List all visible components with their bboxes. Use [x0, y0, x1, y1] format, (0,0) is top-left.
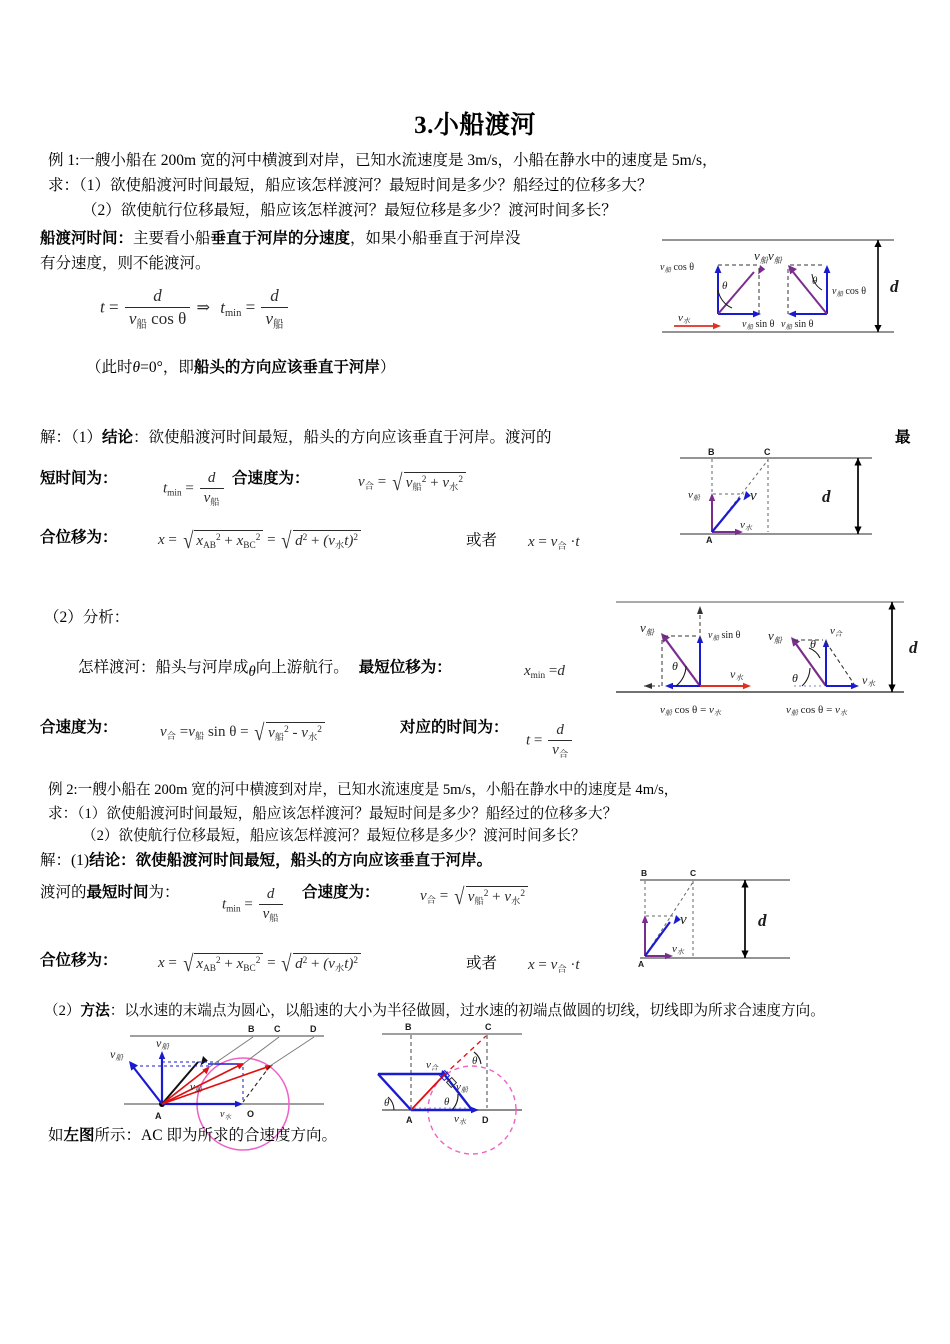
sub-boat-2: 船 — [273, 319, 284, 331]
short-time-label: 短时间为： — [40, 470, 118, 487]
f1-v: v — [203, 490, 211, 506]
f10-x2: x — [236, 956, 244, 973]
method-num: （2） — [44, 1003, 81, 1019]
f2-radbody — [404, 472, 466, 493]
f5-x: x — [524, 663, 531, 679]
how-theta: θ — [248, 664, 256, 680]
example2-solution-lead — [40, 848, 492, 873]
diagram6-D: D — [482, 1115, 489, 1125]
f8-frac — [259, 886, 283, 924]
note-a: （此时 — [86, 359, 133, 376]
concept-text-c: ，如果小船垂直于河岸没 — [350, 230, 521, 247]
f2-v2sup: 2 — [458, 475, 463, 485]
formula-xmin — [524, 663, 565, 681]
f11-x: x — [528, 957, 535, 973]
diagram6-theta-mid: θ — [444, 1096, 450, 1108]
f4-t: t — [575, 534, 580, 550]
f4-vsub: 合 — [557, 541, 567, 552]
or-label-1: 或者 — [466, 532, 498, 549]
f7-vsub: 合 — [558, 749, 569, 760]
frac-den-vboat-1 — [261, 308, 287, 331]
diagram-circle-construction-right — [382, 1018, 592, 1148]
page-title: 3.小船渡河 — [414, 112, 536, 139]
concept-text-b: 垂直于河岸的分速度 — [210, 230, 351, 247]
f3-eq2: = — [267, 531, 276, 548]
sym-t: t — [100, 297, 105, 317]
f1-frac — [200, 470, 224, 508]
diagram-resultant-abc-1 — [672, 446, 922, 546]
resultant-velocity-label-2: 合速度为： — [40, 719, 118, 736]
f6-v3: v — [268, 725, 275, 742]
formula-time-2 — [526, 722, 574, 760]
f4-x: x — [528, 534, 535, 550]
f9-rad — [452, 884, 528, 911]
f2-radsign: √ — [392, 470, 403, 497]
diagram1-vsin-left: $v_船$ sin θ — [742, 319, 775, 331]
concept-label: 船渡河时间： — [40, 230, 134, 247]
formula-resultant-v-3 — [420, 884, 528, 911]
diagram5-D: D — [310, 1024, 317, 1034]
f2-v1sup: 2 — [421, 475, 427, 485]
f9-v2sub: 水 — [511, 897, 521, 908]
note-b: =0°，即 — [140, 359, 194, 376]
f6-v3sup: 2 — [284, 725, 289, 735]
formula-displacement-2 — [158, 951, 361, 978]
f3-t: t — [344, 533, 349, 550]
f3-x1sup: 2 — [216, 533, 221, 543]
f6-v2: v — [188, 723, 195, 740]
f3-plus1: + — [224, 533, 233, 550]
f9-plus: + — [492, 889, 501, 906]
f6-v: v — [160, 723, 167, 740]
diagram4-v: v — [680, 912, 687, 928]
diagram3-vwater-left: v水 — [730, 667, 743, 682]
formula-resultant-v-1 — [358, 470, 466, 497]
solution1-wrap-word: 最 — [895, 429, 911, 446]
diagram4-C: C — [690, 868, 697, 878]
part2-how-line — [78, 655, 452, 681]
f2-plus: + — [430, 475, 439, 492]
method-text: ：以水速的末端点为圆心，以船速的大小为半径做圆，过水速的初端点做圆的切线，切线即为所求合速度方向。 — [109, 1003, 825, 1019]
note-theta: θ — [132, 359, 141, 376]
f6-sin: sin θ — [207, 723, 237, 740]
f11-v: v — [550, 957, 558, 973]
how-a: 怎样渡河：船头与河岸成 — [78, 659, 249, 676]
f3-psup: 2 — [353, 533, 359, 543]
f10-rad1sign: √ — [182, 951, 194, 978]
diagram2-B: B — [708, 447, 715, 457]
f2-vsub: 合 — [364, 481, 374, 492]
f7-eq: = — [533, 732, 543, 749]
concept-text-a: 主要看小船 — [133, 230, 211, 247]
f6-v2sub: 船 — [194, 731, 205, 742]
example2-line3: （2）欲使航行位移最短，船应该怎样渡河？最短位移是多少？渡河时间多长？ — [82, 828, 586, 844]
f10-rad1 — [181, 951, 264, 978]
note-d: ） — [379, 359, 396, 376]
formula-resultant-v-2 — [160, 720, 325, 747]
resultant-velocity-label-1: 合速度为： — [232, 470, 310, 487]
diagram5-C: C — [274, 1024, 281, 1034]
diagram5-B: B — [248, 1024, 255, 1034]
f9-v2sup: 2 — [520, 889, 525, 899]
f10-rad2body: $d^2 + (v_水t)^2$ — [293, 953, 361, 974]
diagram6-B: B — [405, 1022, 412, 1032]
f8-num: d — [259, 886, 283, 905]
f3-vsub: 水 — [334, 541, 345, 552]
f2-v: v — [358, 473, 365, 490]
f6-minus: - — [292, 725, 298, 742]
diagram1-theta-right: θ — [812, 275, 818, 287]
f3-x2sub: BC — [243, 541, 256, 552]
f4-v: v — [550, 534, 558, 550]
diagram2-C: C — [764, 447, 771, 457]
sym-cos-1: cos θ — [151, 309, 187, 328]
example2-crosstime-label — [40, 880, 180, 905]
ex2-cross-c: 为： — [148, 884, 180, 901]
displacement-label-1: 合位移为： — [40, 529, 118, 546]
f6-radsign: √ — [254, 720, 265, 747]
f10-vsub: 水 — [334, 964, 345, 975]
displacement-label-2: 合位移为： — [40, 952, 118, 969]
f5-d: d — [557, 663, 565, 679]
diagram6-vres: v合 — [426, 1059, 438, 1072]
example1-line1: 例 1:一艘小船在 200m 宽的河中横渡到对岸，已知水流速度是 3m/s，小船在静水中的速度是 5m/s， — [48, 152, 718, 169]
diagram2-A: A — [706, 535, 713, 545]
note-c: 船头的方向应该垂直于河岸 — [193, 359, 380, 376]
diagram3-theta-right-top: θ — [810, 637, 816, 651]
diagram1-vwater-left: v水 — [678, 312, 690, 325]
f10-d: d — [295, 956, 303, 973]
f10-rad2sign: √ — [281, 951, 292, 978]
f11-vsub: 合 — [557, 964, 567, 975]
diagram6-theta-top: θ — [472, 1055, 478, 1067]
sym-equals-2: = — [245, 297, 256, 317]
diagram1-vboat-left: $v_船$ — [754, 248, 768, 265]
f6-v4sub: 水 — [307, 733, 318, 744]
f8-min: min — [226, 904, 241, 915]
sub-min-1: min — [224, 307, 242, 319]
method-bold: 方法 — [80, 1003, 110, 1019]
f3-x1sub: AB — [203, 541, 216, 552]
f3-rad2 — [279, 528, 361, 555]
f9-v1sub: 船 — [474, 897, 484, 908]
diagram1-vcos-left: $v_船$ cos θ — [660, 262, 695, 274]
example1-line3: （2）欲使航行位移最短，船应该怎样渡河？最短位移是多少？渡河时间多长？ — [82, 202, 617, 219]
diagram1-theta-left: θ — [722, 280, 728, 292]
f3-rad2sign: √ — [281, 528, 292, 555]
diagram3-relation-left: v船 cos θ = v水 — [660, 704, 721, 717]
diagram-boat-components — [662, 232, 920, 342]
f1-eq: = — [185, 480, 194, 497]
f2-v1: v — [405, 475, 413, 492]
example1-line2: 求：（1）欲使船渡河时间最短，船应该怎样渡河？最短时间是多少？船经过的位移多大？ — [48, 177, 653, 194]
sol-lead-bold: 结论 — [102, 429, 134, 446]
formula-displacement-alt-2 — [528, 957, 580, 975]
f10-t: t — [344, 956, 349, 973]
min-disp-label: 最短位移为： — [358, 659, 452, 676]
concl-b: 左图 — [63, 1127, 95, 1144]
f7-den — [548, 741, 572, 760]
f3-v: v — [328, 533, 335, 550]
f3-rad2body: $d^2 + (v_水t)^2$ — [293, 530, 361, 551]
sym-tmin-1: t — [220, 297, 225, 317]
f7-v: v — [552, 742, 559, 758]
f9-radbody — [466, 886, 528, 907]
diagram3-d-label: d — [909, 638, 918, 657]
f10-x2sup: 2 — [255, 956, 261, 966]
diagram-resultant-abc-2 — [640, 868, 890, 968]
f10-dsup: 2 — [302, 956, 308, 966]
f2-v2: v — [442, 475, 449, 492]
diagram3-theta-left: θ — [672, 659, 678, 673]
frac-num-d-2: d — [261, 286, 287, 308]
f9-v1sup: 2 — [483, 889, 489, 899]
f6-v4: v — [301, 725, 308, 742]
f9-v1: v — [467, 889, 475, 906]
diagram4-d-label: d — [758, 911, 767, 930]
sym-v-1: v — [128, 309, 137, 328]
f10-v: v — [328, 956, 335, 973]
f6-eq2: = — [240, 723, 249, 740]
diagram6-vwater: v水 — [454, 1113, 466, 1126]
f10-plus2: + — [311, 956, 320, 973]
f9-v: v — [420, 887, 427, 904]
solution1-lead — [40, 425, 552, 450]
f4-dot: · — [570, 534, 576, 550]
diagram-min-displacement — [604, 598, 934, 723]
example2-line1: 例 2:一艘小船在 200m 宽的河中横渡到对岸，已知水流速度是 5m/s，小船在静水中的速度是 4m/s， — [48, 782, 679, 798]
f1-vsub: 船 — [210, 497, 220, 508]
diagram6-vboat: v船 — [456, 1081, 468, 1094]
sol-lead-rest: ：欲使船渡河时间最短，船头的方向应该垂直于河岸。渡河的 — [133, 429, 552, 446]
f10-eq2: = — [267, 954, 276, 971]
or-label-2: 或者 — [466, 955, 498, 972]
f10-x1sup: 2 — [216, 956, 221, 966]
f2-v1sub: 船 — [412, 483, 422, 494]
f3-dsup: 2 — [302, 533, 308, 543]
f1-min: min — [167, 488, 182, 499]
f9-vsub: 合 — [426, 895, 436, 906]
f4-eq: = — [538, 534, 547, 550]
diagram5-vboat-slant: v船 — [110, 1047, 123, 1062]
f6-radbody — [266, 722, 325, 743]
frac-d-over-vcos — [125, 286, 190, 331]
f3-x2: x — [236, 533, 244, 550]
f10-plus1: + — [224, 956, 233, 973]
time-label-2: 对应的时间为： — [400, 719, 509, 736]
ex2-sol-bold: 结论：欲使船渡河时间最短，船头的方向应该垂直于河岸。 — [89, 852, 493, 869]
f1-den — [200, 489, 224, 508]
diagram6-C: C — [485, 1022, 492, 1032]
how-b: 向上游航行。 — [255, 659, 349, 676]
f7-frac — [548, 722, 572, 760]
f10-x1: x — [196, 956, 204, 973]
f10-psup: 2 — [353, 956, 359, 966]
f10-rad2 — [279, 951, 361, 978]
f6-rad — [252, 720, 325, 747]
diagram5-vboat-up: v船 — [156, 1036, 169, 1051]
f5-eq: = — [548, 663, 558, 679]
diagram4-A: A — [638, 959, 645, 969]
diagram1-vboat-right: $v_船$ — [768, 248, 782, 265]
frac-den-vcos — [125, 308, 190, 331]
formula-displacement-1 — [158, 528, 361, 555]
sol-lead: 解：（1） — [40, 429, 103, 446]
diagram5-vboat-inner: v船 — [190, 1081, 202, 1094]
f10-x: x — [158, 954, 165, 971]
f8-vsub: 船 — [269, 913, 279, 924]
f11-t: t — [575, 957, 580, 973]
f2-eq: = — [377, 473, 387, 490]
f3-x2sup: 2 — [255, 533, 261, 543]
diagram2-vwater: v水 — [740, 519, 752, 532]
concl-a: 如 — [48, 1127, 64, 1144]
f3-x1: x — [196, 533, 204, 550]
f3-x: x — [158, 531, 165, 548]
f7-num: d — [548, 722, 572, 741]
f6-eq1: = — [179, 723, 189, 740]
f2-rad — [390, 470, 466, 497]
diagram3-vres-right: v合 — [830, 625, 842, 638]
diagram3-vboat-right: $v_船$ — [768, 628, 782, 645]
diagram3-vwater-right: v水 — [862, 673, 875, 688]
concl-c: 所示：AC 即为所求的合速度方向。 — [94, 1127, 337, 1144]
f3-rad1body — [194, 530, 263, 551]
f10-eq1: = — [168, 954, 177, 971]
f10-x2sub: BC — [243, 964, 256, 975]
theta-note — [86, 355, 395, 380]
diagram5-vwater: $v_水$ — [220, 1109, 231, 1121]
diagram2-v: v — [750, 488, 757, 504]
frac-num-d: d — [125, 286, 190, 308]
diagram1-d-label: d — [890, 277, 899, 296]
f3-plus2: + — [311, 533, 320, 550]
f3-d: d — [295, 533, 303, 550]
sym-v-2: v — [265, 309, 274, 328]
f3-eq1: = — [168, 531, 177, 548]
sym-equals-1: = — [108, 297, 119, 317]
diagram5-O: O — [247, 1109, 255, 1119]
f6-v4sup: 2 — [317, 725, 322, 735]
sym-arrow: ⇒ — [196, 299, 210, 317]
resultant-velocity-label-3: 合速度为： — [302, 884, 380, 901]
example2-conclusion — [48, 1123, 337, 1148]
f7-t: t — [526, 732, 531, 749]
f1-t: t — [163, 480, 168, 497]
ex2-sol-lead: 解：(1) — [40, 852, 90, 869]
f10-x1sub: AB — [203, 964, 216, 975]
f1-num: d — [200, 470, 224, 489]
sub-boat-1: 船 — [136, 319, 147, 331]
f8-v: v — [262, 906, 270, 922]
diagram3-vsin-left: $v_船$ sin θ — [708, 630, 741, 642]
diagram2-vboat: v船 — [688, 489, 700, 502]
f6-vsub: 合 — [166, 731, 176, 742]
diagram3-vboat-left: $v_船$ — [640, 620, 654, 637]
diagram1-vcos-right: $v_船$ cos θ — [832, 286, 867, 298]
diagram4-B: B — [641, 868, 648, 878]
f9-radsign: √ — [454, 884, 465, 911]
formula-crossing-time — [100, 286, 290, 331]
part2-heading: （2）分析： — [44, 609, 130, 626]
formula-tmin-2 — [222, 886, 285, 924]
diagram3-theta-right-bottom: θ — [792, 671, 798, 685]
f8-eq: = — [244, 896, 253, 913]
diagram-circle-construction-left — [112, 1018, 402, 1138]
diagram4-vwater: v水 — [672, 943, 684, 956]
f9-v2: v — [504, 889, 511, 906]
ex2-cross-a: 渡河的 — [40, 884, 87, 901]
diagram5-A: A — [155, 1111, 162, 1121]
diagram1-vsin-right: $v_船$ sin θ — [781, 319, 814, 331]
diagram3-relation-right: v船 cos θ = v水 — [786, 704, 847, 717]
diagram6-theta-left: θ — [384, 1097, 390, 1109]
f8-t: t — [222, 896, 227, 913]
f10-rad1body — [194, 953, 263, 974]
f8-den — [259, 905, 283, 924]
frac-d-over-vboat-1 — [261, 286, 287, 331]
f3-rad1sign: √ — [182, 528, 194, 555]
concept-line2: 有分速度，则不能渡河。 — [40, 255, 211, 272]
example2-line2: 求：（1）欲使船渡河时间最短，船应该怎样渡河？最短时间是多少？船经过的位移多大？ — [48, 806, 618, 822]
f11-dot: · — [570, 957, 576, 973]
diagram6-A: A — [406, 1115, 413, 1125]
ex2-cross-b: 最短时间 — [86, 884, 149, 901]
f2-v2sub: 水 — [449, 483, 459, 494]
f11-eq: = — [538, 957, 547, 973]
boat-crossing-time-concept — [40, 226, 521, 251]
f6-v3sub: 船 — [274, 733, 285, 744]
formula-displacement-alt-1 — [528, 534, 580, 552]
f3-rad1 — [181, 528, 264, 555]
diagram2-d-label: d — [822, 487, 831, 506]
formula-tmin-1 — [163, 470, 226, 508]
f5-sub: min — [530, 670, 546, 681]
f9-eq: = — [439, 887, 449, 904]
